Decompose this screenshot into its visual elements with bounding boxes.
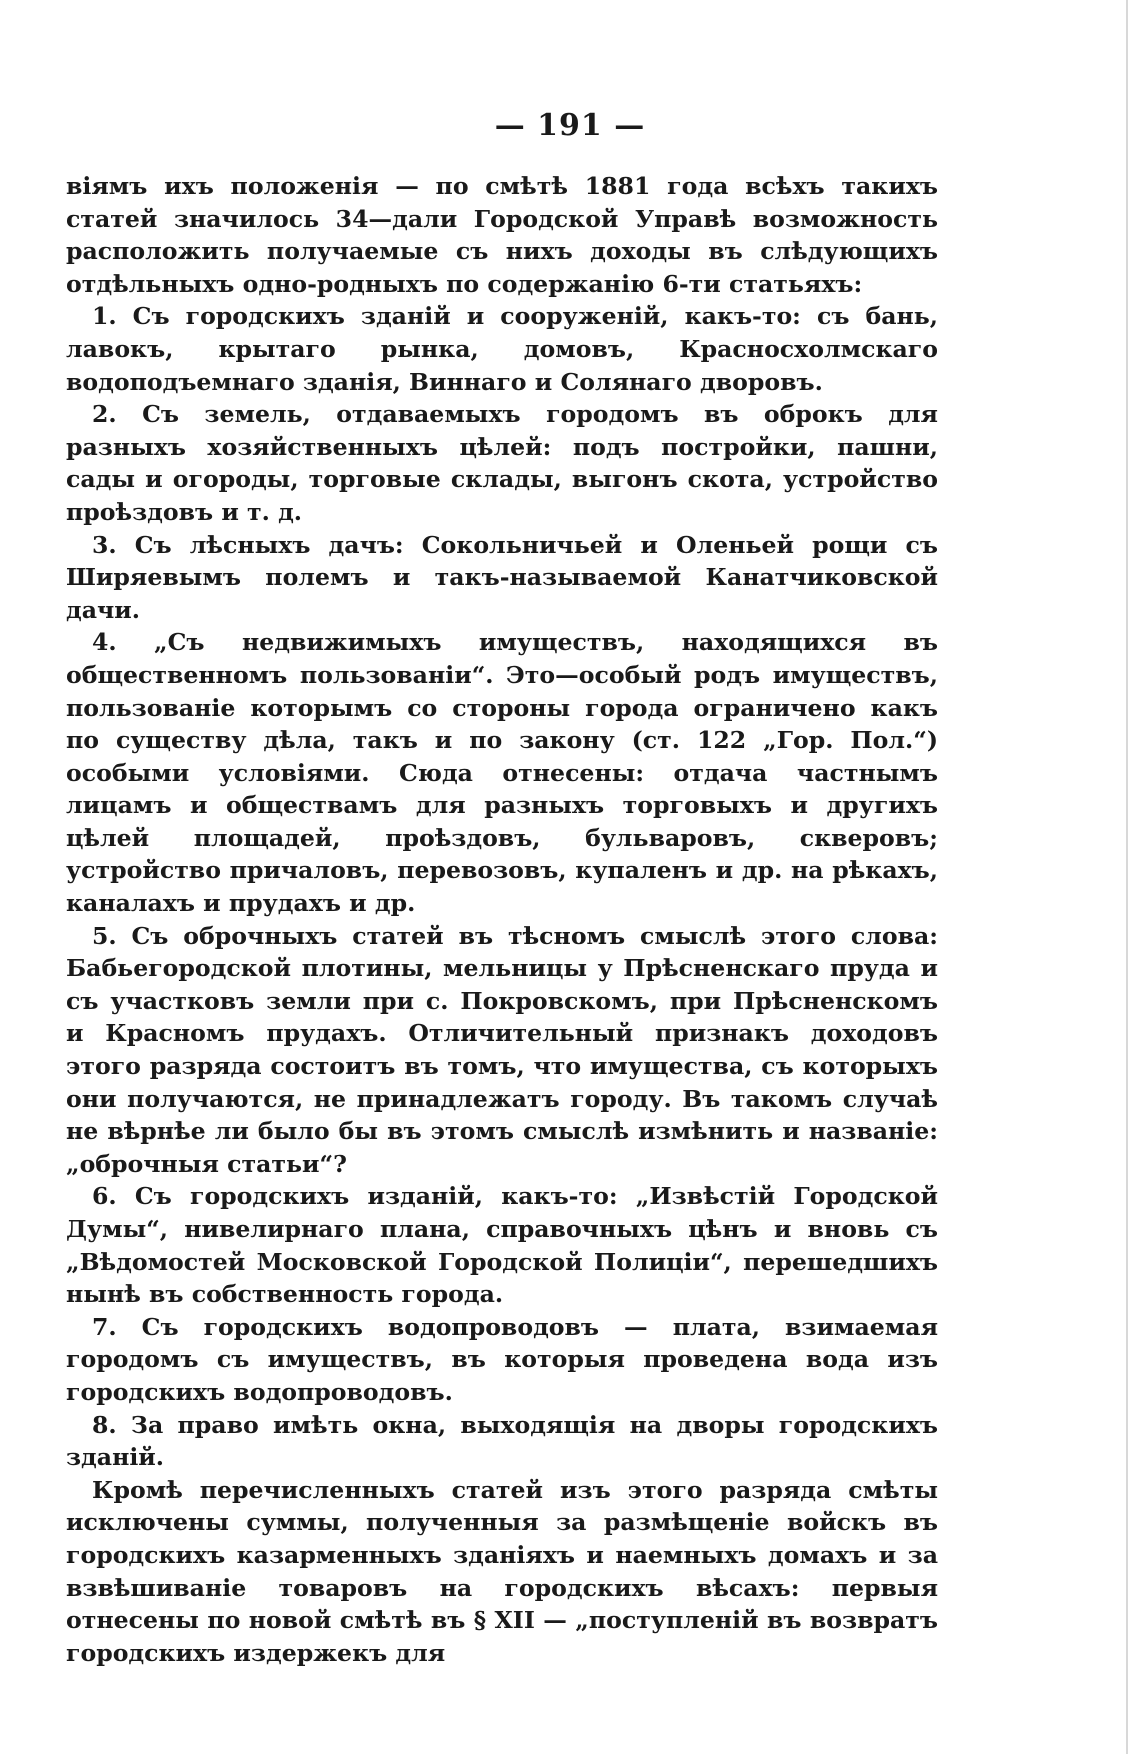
paragraph-continuation: віямъ ихъ положенія — по смѣтѣ 1881 года всѣхъ такихъ статей значилось 34—дали Городской Управѣ возможность расположить получаемые съ нихъ доходы въ слѣдующихъ отдѣльныхъ одно-родныхъ по содержанію 6-ти статьяхъ: — [66, 172, 938, 298]
paragraph-item-4: 4. „Съ недвижимыхъ имуществъ, находящихся въ общественномъ пользованіи“. Это—особый родъ имуществъ, пользованіе которымъ со стороны города ограничено какъ по существу дѣла, такъ и по закону (ст. 122 „Гор. Пол.“) особыми условіями. Сюда отнесены: отдача частнымъ лицамъ и обществамъ для разныхъ торговыхъ и другихъ цѣлей площадей, проѣздовъ, бульваровъ, скверовъ; устройство причаловъ, перевозовъ, купаленъ и др. на рѣкахъ, каналахъ и прудахъ и др. — [66, 628, 938, 918]
paragraph-item-6: 6. Съ городскихъ изданій, какъ-то: „Извѣстій Городской Думы“, нивелирнаго плана, справочныхъ цѣнъ и вновь съ „Вѣдомостей Московской Городской Полиціи“, перешедшихъ нынѣ въ собственность города. — [66, 1182, 938, 1309]
paragraph-item-7: 7. Съ городскихъ водопроводовъ — плата, взимаемая городомъ съ имуществъ, въ которыя проведена вода изъ городскихъ водопроводовъ. — [66, 1312, 938, 1406]
paragraph-exclusions: Кромѣ перечисленныхъ статей изъ этого разряда смѣты исключены суммы, полученныя за размѣщеніе войскъ въ городскихъ казарменныхъ зданіяхъ и наемныхъ домахъ и за взвѣшиваніе товаровъ на городскихъ вѣсахъ: первыя отнесены по новой смѣтѣ въ § XII — „поступленій въ возвратъ городскихъ издержекъ для — [66, 1475, 938, 1667]
paragraph-item-3: 3. Съ лѣсныхъ дачъ: Сокольничьей и Оленьей рощи съ Ширяевымъ полемъ и такъ-называемой Канатчиковской дачи. — [66, 530, 938, 624]
paragraph-item-5: 5. Съ оброчныхъ статей въ тѣсномъ смыслѣ этого слова: Бабьегородской плотины, мельницы у Прѣсненскаго пруда и съ участковъ земли при с. Покровскомъ, при Прѣсненскомъ и Красномъ прудахъ. Отличительный признакъ доходовъ этого разряда состоитъ въ томъ, что имущества, съ которыхъ они получаются, не принадлежатъ городу. Въ такомъ случаѣ не вѣрнѣе ли было бы въ этомъ смыслѣ измѣнить и названіе: „оброчныя статьи“? — [66, 921, 938, 1178]
page-edge-line — [1126, 0, 1128, 1754]
paragraph-item-2: 2. Съ земель, отдаваемыхъ городомъ въ оброкъ для разныхъ хозяйственныхъ цѣлей: подъ постройки, пашни, сады и огороды, торговые склады, выгонъ скота, устройство проѣздовъ и т. д. — [66, 400, 938, 526]
paragraph-item-1: 1. Съ городскихъ зданій и сооруженій, какъ-то: съ бань, лавокъ, крытаго рынка, домовъ, Красносхолмскаго водоподъемнаго зданія, Виннаго и Солянаго дворовъ. — [66, 302, 938, 396]
paragraph-item-8: 8. За право имѣть окна, выходящія на дворы городскихъ зданій. — [66, 1410, 938, 1472]
text-body — [66, 170, 938, 1669]
page-number: — 191 — — [494, 108, 646, 143]
